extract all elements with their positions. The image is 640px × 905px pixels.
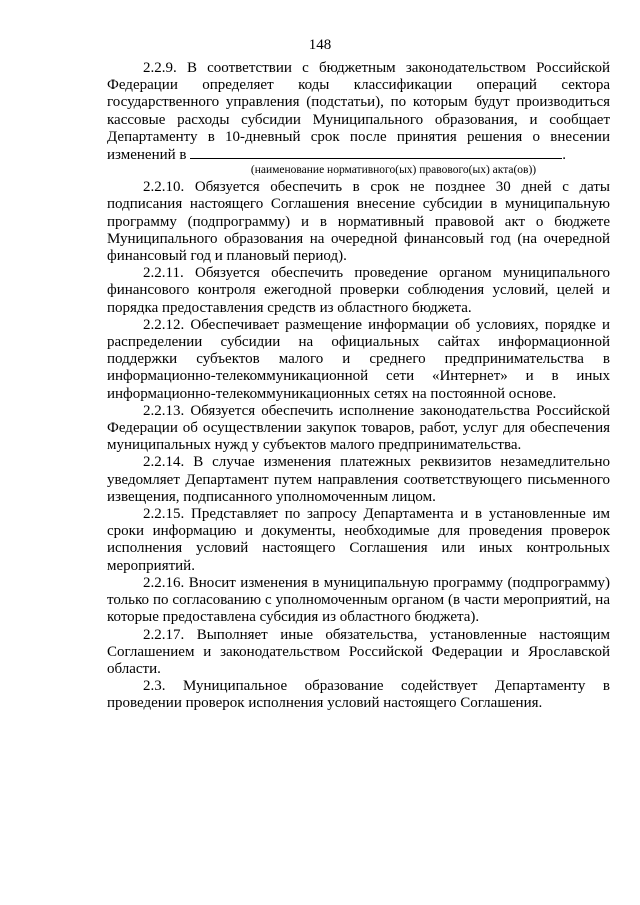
paragraph-2-2-9 — [107, 60, 610, 164]
paragraph-text: В соответствии с бюджетным законодательством Российской Федерации определяет коды классификации операций сектора государственного управления (подстатьи), по которым будут производиться кассовые расходы субсидии Муниципального образования, и сообщает Департаменту в 10-дневный срок после принятия решения о внесении изменений в — [107, 60, 610, 164]
paragraph-number: 2.3. — [143, 678, 166, 695]
paragraph-number: 2.2.9. — [143, 60, 177, 76]
paragraph-2-2-11 — [107, 265, 610, 317]
paragraph-text: Муниципальное образование содействует Департаменту в проведении проверок исполнения условий настоящего Соглашения. — [107, 678, 610, 712]
paragraph-number: 2.2.10. — [143, 179, 185, 196]
paragraph-2-2-16 — [107, 575, 610, 627]
paragraph-2-2-13 — [107, 403, 610, 455]
paragraph-text: Вносит изменения в муниципальную программу (подпрограмму) только по согласованию с уполномоченным органом (в части мероприятий, на которые предоставлена субсидия из областного бюджета). — [107, 574, 611, 626]
paragraph-number: 2.2.11. — [143, 265, 184, 282]
paragraph-text: В случае изменения платежных реквизитов незамедлительно уведомляет Департамент путем направления соответствующего письменного извещения, подписанного уполномоченным лицом. — [107, 454, 610, 505]
paragraph-text: Обязуется обеспечить проведение органом муниципального финансового контроля ежегодной проверки соблюдения условий, целей и порядка предоставления средств из областного бюджета. — [107, 265, 610, 316]
paragraph-text: Обеспечивает размещение информации об условиях, порядке и распределении субсидии на официальных сайтах информационной поддержки субъектов малого и среднего предпринимательства в информационно-телекоммуникационной сети «Интернет» и в иных информационно-телекоммуникационных сетях на постоянной основе. — [107, 316, 611, 402]
paragraph-number: 2.2.15. — [143, 506, 185, 523]
paragraph-2-2-17 — [107, 627, 610, 679]
paragraph-text: Выполняет иные обязательства, установленные настоящим Соглашением и законодательством Российской Федерации и Ярославской области. — [107, 626, 610, 677]
paragraph-number: 2.2.14. — [143, 454, 185, 471]
fill-in-blank — [190, 146, 562, 159]
paragraph-text: Обязуется обеспечить исполнение законодательства Российской Федерации об осуществлении закупок товаров, работ, услуг для обеспечения муниципальных нужд у субъектов малого предпринимательства. — [107, 402, 611, 454]
paragraph-2-2-12 — [107, 317, 610, 403]
paragraph-2-2-15 — [107, 506, 610, 575]
blank-caption: (наименование нормативного(ых) правового(ых) акта(ов)) — [250, 164, 537, 177]
paragraph-number: 2.2.13. — [143, 402, 185, 419]
paragraph-text: Обязуется обеспечить в срок не позднее 30 дней с даты подписания настоящего Соглашения внесение субсидии в муниципальную программу (подпрограмму) и в нормативный правовой акт о бюджете Муниципального образования на очередной финансовый год (на очередной финансовый год и плановый период). — [107, 179, 610, 265]
paragraph-number: 2.2.12. — [143, 316, 185, 333]
paragraph-2-3 — [107, 678, 610, 712]
paragraph-2-2-10 — [107, 179, 610, 265]
paragraph-text: Представляет по запросу Департамента и в установленные им сроки информацию и документы, необходимые для проведения проверок исполнения условий настоящего Соглашения или иных контрольных мероприятий. — [107, 506, 611, 574]
document-body — [107, 60, 610, 713]
paragraph-number: 2.2.17. — [143, 626, 185, 643]
paragraph-number: 2.2.16. — [143, 574, 185, 591]
page-number: 148 — [308, 37, 332, 53]
paragraph-2-2-14 — [107, 454, 610, 506]
paragraph-suffix: . — [562, 147, 566, 164]
